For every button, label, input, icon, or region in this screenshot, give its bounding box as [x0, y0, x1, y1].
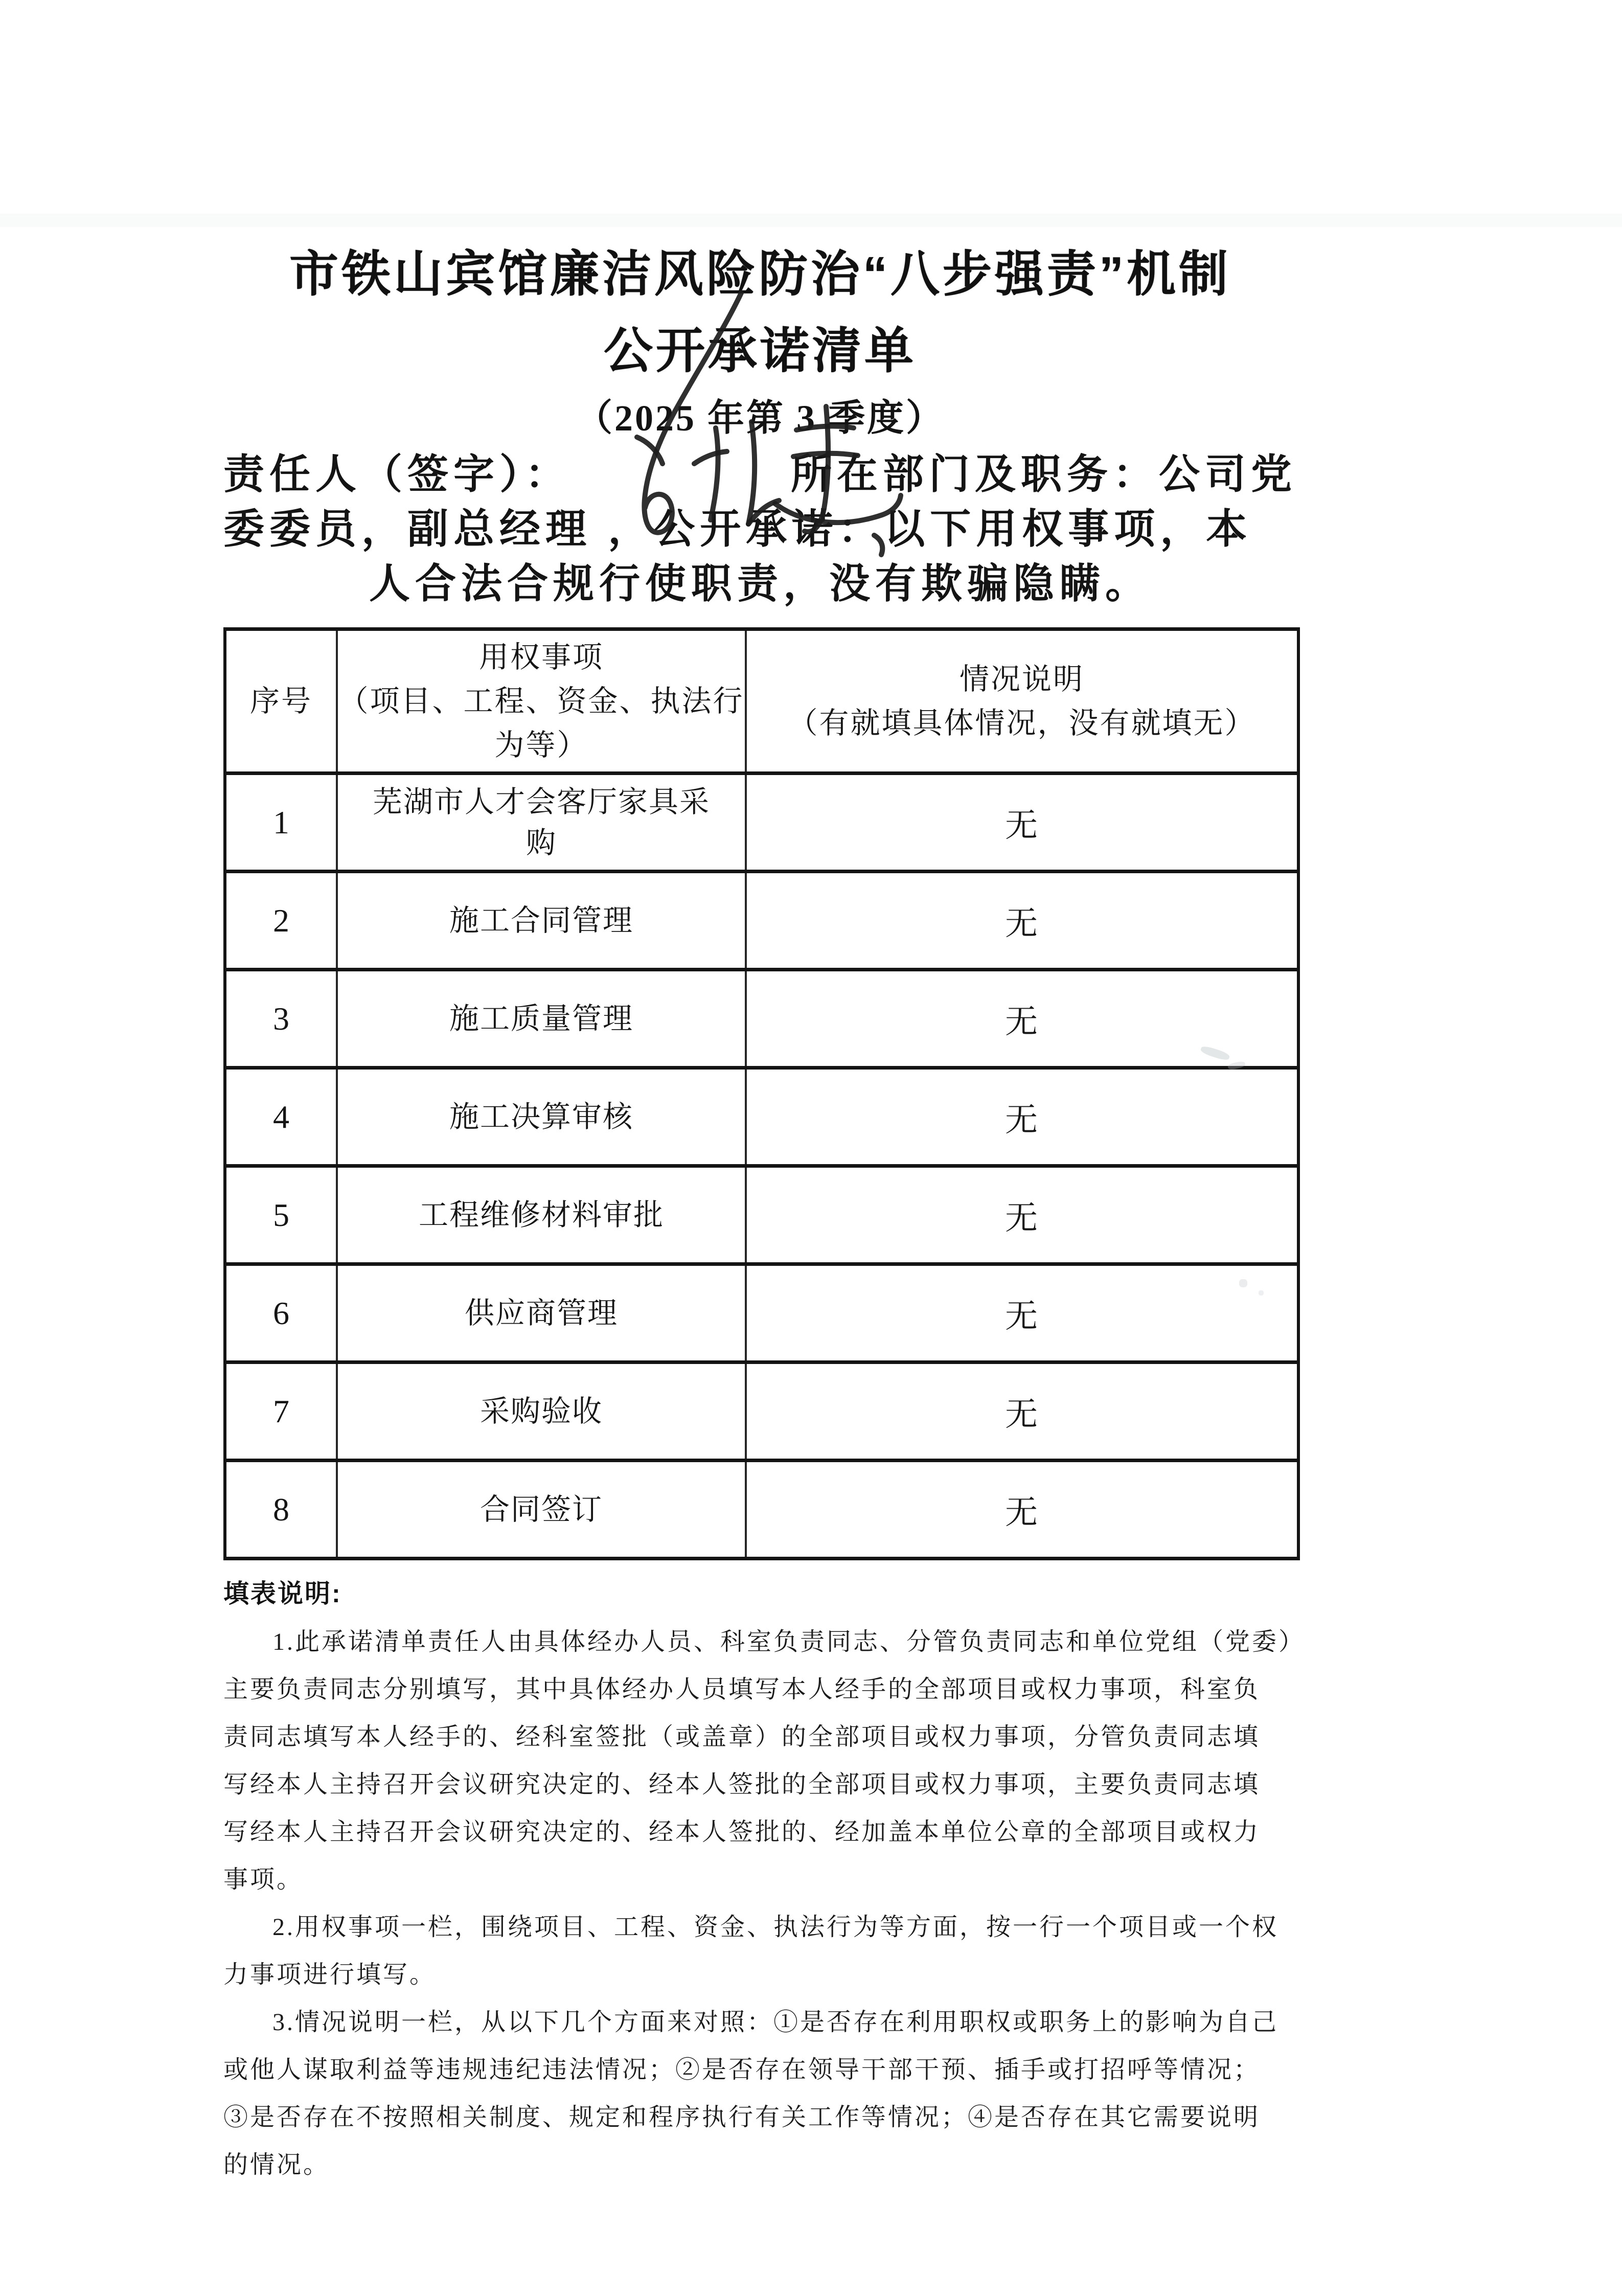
seq-cell: 7 [225, 1362, 337, 1461]
note-line: 责同志填写本人经手的、经科室签批（或盖章）的全部项目或权力事项，分管负责同志填 [223, 1723, 1261, 1751]
note-2 [223, 1903, 1297, 1998]
scan-smudge [1259, 1290, 1264, 1295]
commitment-table [223, 627, 1300, 1560]
seq-cell: 1 [225, 774, 337, 872]
intro-line1 [223, 447, 1297, 502]
status-cell: 无 [746, 1461, 1298, 1559]
item-cell: 采购验收 [337, 1362, 746, 1461]
seq-cell: 8 [225, 1461, 337, 1559]
document-title-line2: 公开承诺清单 [604, 324, 917, 378]
note-line: 2.用权事项一栏，围绕项目、工程、资金、执法行为等方面，按一行一个项目或一个权 [272, 1914, 1279, 1941]
document-title-block [223, 0, 1297, 447]
note-line: 事项。 [223, 1866, 304, 1893]
note-line: 写经本人主持召开会议研究决定的、经本人签批的、经加盖本单位公章的全部项目或权力 [223, 1818, 1261, 1846]
seq-cell: 6 [225, 1264, 337, 1362]
item-cell: 供应商管理 [337, 1264, 746, 1362]
note-line: ③是否存在不按照相关制度、规定和程序执行有关工作等情况；④是否存在其它需要说明 [223, 2104, 1261, 2131]
table-row [225, 970, 1298, 1068]
item-cell: 芜湖市人才会客厅家具采购 [337, 774, 746, 872]
note-line: 的情况。 [223, 2151, 330, 2178]
table-row [225, 872, 1298, 970]
document-content [223, 0, 1306, 2189]
note-line: 3.情况说明一栏，从以下几个方面来对照：①是否存在利用职权或职务上的影响为自己 [272, 2009, 1279, 2036]
status-cell: 无 [746, 1264, 1298, 1362]
status-column-title: 情况说明 [959, 662, 1084, 696]
note-line: 主要负责同志分别填写，其中具体经办人员填写本人经手的全部项目或权力事项，科室负 [223, 1676, 1261, 1703]
table-row [225, 774, 1298, 872]
notes-section [223, 1570, 1306, 2189]
status-cell: 无 [746, 1362, 1298, 1461]
status-column-subtitle: （有就填具体情况，没有就填无） [788, 706, 1256, 740]
item-column-title: 用权事项 [478, 640, 604, 674]
item-cell: 施工合同管理 [337, 872, 746, 970]
note-line: 1.此承诺清单责任人由具体经办人员、科室负责同志、分管负责同志和单位党组（党委） [272, 1628, 1306, 1655]
note-line: 力事项进行填写。 [223, 1961, 437, 1988]
intro-paragraph [223, 447, 1297, 611]
table-row [225, 1362, 1298, 1461]
seq-cell: 3 [225, 970, 337, 1068]
item-cell: 合同签订 [337, 1461, 746, 1559]
item-column-header [337, 629, 746, 774]
table-row [225, 1264, 1298, 1362]
document-period: （2025 年第 3 季度） [575, 398, 945, 439]
table-row [225, 1068, 1298, 1166]
department-position-text: 所在部门及职务：公司党 [791, 451, 1297, 497]
seq-cell: 4 [225, 1068, 337, 1166]
item-column-subtitle: （项目、工程、资金、执法行为等） [338, 684, 744, 762]
seq-column-header: 序号 [225, 629, 337, 774]
seq-cell: 5 [225, 1166, 337, 1264]
table-row [225, 1461, 1298, 1559]
intro-line3: 人合法合规行使职责，没有欺骗隐瞒。 [369, 561, 1151, 606]
responsible-person-label: 责任人（签字）： [223, 451, 571, 497]
notes-heading: 填表说明: [223, 1579, 342, 1608]
status-cell: 无 [746, 1068, 1298, 1166]
table-row [225, 1166, 1298, 1264]
item-cell: 工程维修材料审批 [337, 1166, 746, 1264]
table-header-row [225, 629, 1298, 774]
note-line: 或他人谋取利益等违规违纪违法情况；②是否存在领导干部干预、插手或打招呼等情况； [223, 2056, 1261, 2083]
note-3 [223, 1998, 1297, 2189]
scan-smudge [1239, 1279, 1247, 1287]
status-cell: 无 [746, 774, 1298, 872]
note-1 [223, 1618, 1306, 1903]
seq-cell: 2 [225, 872, 337, 970]
item-cell: 施工质量管理 [337, 970, 746, 1068]
intro-line2: 委委员，副总经理 ，公开承诺：以下用权事项，本 [223, 506, 1252, 552]
status-cell: 无 [746, 970, 1298, 1068]
status-cell: 无 [746, 1166, 1298, 1264]
item-cell: 施工决算审核 [337, 1068, 746, 1166]
note-line: 写经本人主持召开会议研究决定的、经本人签批的全部项目或权力事项，主要负责同志填 [223, 1771, 1261, 1798]
document-title-line1: 市铁山宾馆廉洁风险防治“八步强责”机制 [289, 247, 1231, 302]
status-column-header [746, 629, 1298, 774]
status-cell: 无 [746, 872, 1298, 970]
